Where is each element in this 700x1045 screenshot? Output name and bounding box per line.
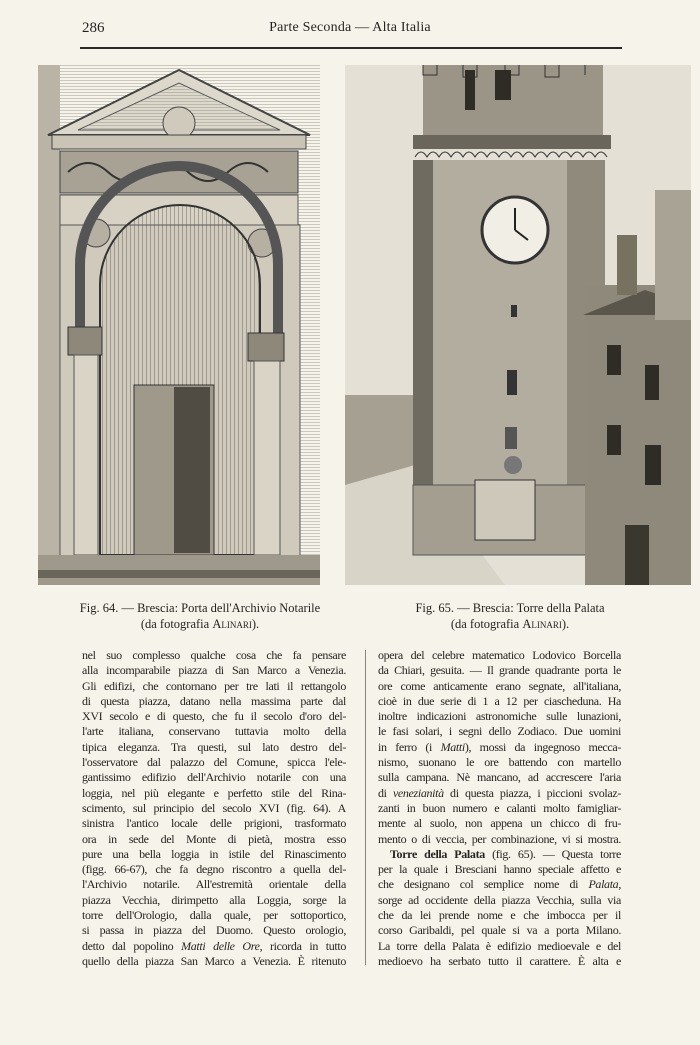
text-line: tipica eleganza. Tra questi, sul lato destro del- [82, 739, 346, 754]
text-segment: detto dal popolino [82, 938, 182, 953]
text-line: sinistra l'antico locale delle prigioni, trasformato [82, 816, 346, 831]
text-line [378, 847, 621, 862]
text-column-right [378, 648, 621, 969]
caption-text: (da fotografia [450, 617, 523, 631]
text-column-left [82, 648, 346, 969]
page-number: 286 [82, 20, 105, 36]
text-segment: , [618, 877, 621, 892]
header-rule [80, 47, 622, 49]
italic-text: Matti delle Ore [181, 938, 260, 953]
text-line: inoltre indicazioni astronomiche sulle lunazioni, [378, 709, 621, 724]
text-line: Gli edifizi, che contornano per tre lati il rettangolo [82, 678, 346, 693]
caption-text: (da fotografia [140, 617, 213, 631]
text-line: alla incomparabile piazza di San Marco a Venezia. [82, 663, 346, 678]
text-line: di questa piazza, datano nella massima parte dal [82, 693, 346, 708]
text-segment: di [378, 785, 393, 800]
text-line [378, 740, 621, 755]
text-line: scimento, sul principio del secolo XVI (fig. 64). A [82, 800, 346, 815]
caption-line [40, 616, 360, 632]
text-segment: in ferro (i [378, 739, 441, 754]
text-segment: che designano col semplice nome di [378, 877, 589, 892]
caption-line: Fig. 64. — Brescia: Porta dell'Archivio Notarile [79, 601, 321, 615]
figure-65-caption [350, 600, 670, 632]
text-line: XVI secolo e di questo, che fu il secolo d'oro del- [82, 709, 346, 724]
figure-64-portal-engraving [38, 65, 320, 585]
column-divider [365, 650, 366, 965]
text-line: piazza Vecchia, dirimpetto alla Loggia, sorge la [82, 892, 346, 907]
text-line: nismo, suonano le ore battendo con martello [378, 755, 621, 770]
text-line: gantissimo edifizio dell'Archivio notarile con una [82, 770, 346, 785]
figure-64-caption [40, 600, 360, 632]
text-line: ore come anticamente erano segnate, all'italiana, [378, 678, 621, 693]
text-line: ora in sede del Monte di pietà, mostra esso [82, 831, 346, 846]
text-line [378, 786, 621, 801]
text-line: mento o di veccia, per combinazione, vi si mostra. [378, 831, 621, 846]
text-line: le fasi solari, i segni dello Zodiaco. Due uomini [378, 724, 621, 739]
text-line: per la quale i Bresciani hanno speciale affetto e [378, 862, 621, 877]
photo-credit: Alinari [522, 617, 562, 631]
text-segment: , ricorda in tutto [259, 938, 346, 953]
text-line: cioè in due serie di 1 a 12 per ciascheduna. Ha [378, 693, 621, 708]
text-line: torre dell'Orologio, dalla quale, per sottoportico, [82, 908, 346, 923]
caption-line: Fig. 65. — Brescia: Torre della Palata [415, 601, 605, 615]
caption-text: ). [251, 617, 260, 631]
photo-credit: Alinari [212, 617, 252, 631]
text-line: da Chiari, gesuita. — Il grande quadrante porta le [378, 663, 621, 678]
text-line: si passa in piazza del Duomo. Questo orologio, [82, 923, 346, 938]
text-line: l'osservatore dal palazzo del Comune, spicca l'ele- [82, 755, 346, 770]
text-line: medioevo ha serbato tutto il carattere. È alta e [378, 953, 621, 968]
caption-text: ). [561, 617, 570, 631]
text-line: l'arte italiana, conservano tuttavia molto della [82, 724, 346, 739]
text-line: zanti in buon numero e calanti molto famigliar- [378, 800, 621, 815]
text-line: sulla campana. Nè mancano, ad accrescere l'aria [378, 770, 621, 785]
text-line: pure una bella loggia in istile del Rinascimento [82, 846, 346, 861]
text-line: l'Archivio notarile. All'estremità orientale della [82, 877, 346, 892]
text-line: corso Garibaldi, pel quale si va a porta Milano. [378, 923, 621, 938]
text-line: che da lei prende nome e che imbocca per il [378, 908, 621, 923]
text-line [378, 877, 621, 892]
italic-text: Palata [588, 877, 619, 892]
text-segment: (fig. 65). — Questa torre [484, 846, 621, 861]
caption-line [350, 616, 670, 632]
italic-text: Matti [440, 739, 465, 754]
bold-heading: Torre della Palata [390, 846, 485, 861]
text-line [82, 939, 346, 954]
text-line: quello della piazza San Marco a Venezia. È ritenuto [82, 953, 346, 968]
text-line: La torre della Palata è edifizio medioevale e del [378, 938, 621, 953]
text-line: nel suo complesso qualche cosa che fa pensare [82, 648, 346, 662]
text-line: sorge ad occidente della piazza Vecchia, sulla via [378, 892, 621, 907]
figure-65-tower-engraving [345, 65, 691, 585]
text-line: (figg. 66-67), che fa degno riscontro a quella del- [82, 862, 346, 877]
text-segment: ), mossi da ingegnoso mecca- [464, 739, 621, 754]
italic-text: venezianità [392, 785, 444, 800]
text-line: loggia, nel più elegante e perfetto stile del Rina- [82, 785, 346, 800]
running-title: Parte Seconda — Alta Italia [269, 20, 431, 35]
text-line: mente al suolo, non appena un chicco di fru- [378, 816, 621, 831]
text-segment: di questa piazza, i piccioni svolaz- [443, 785, 621, 800]
text-line: opera del celebre matematico Lodovico Borcella [378, 648, 621, 662]
